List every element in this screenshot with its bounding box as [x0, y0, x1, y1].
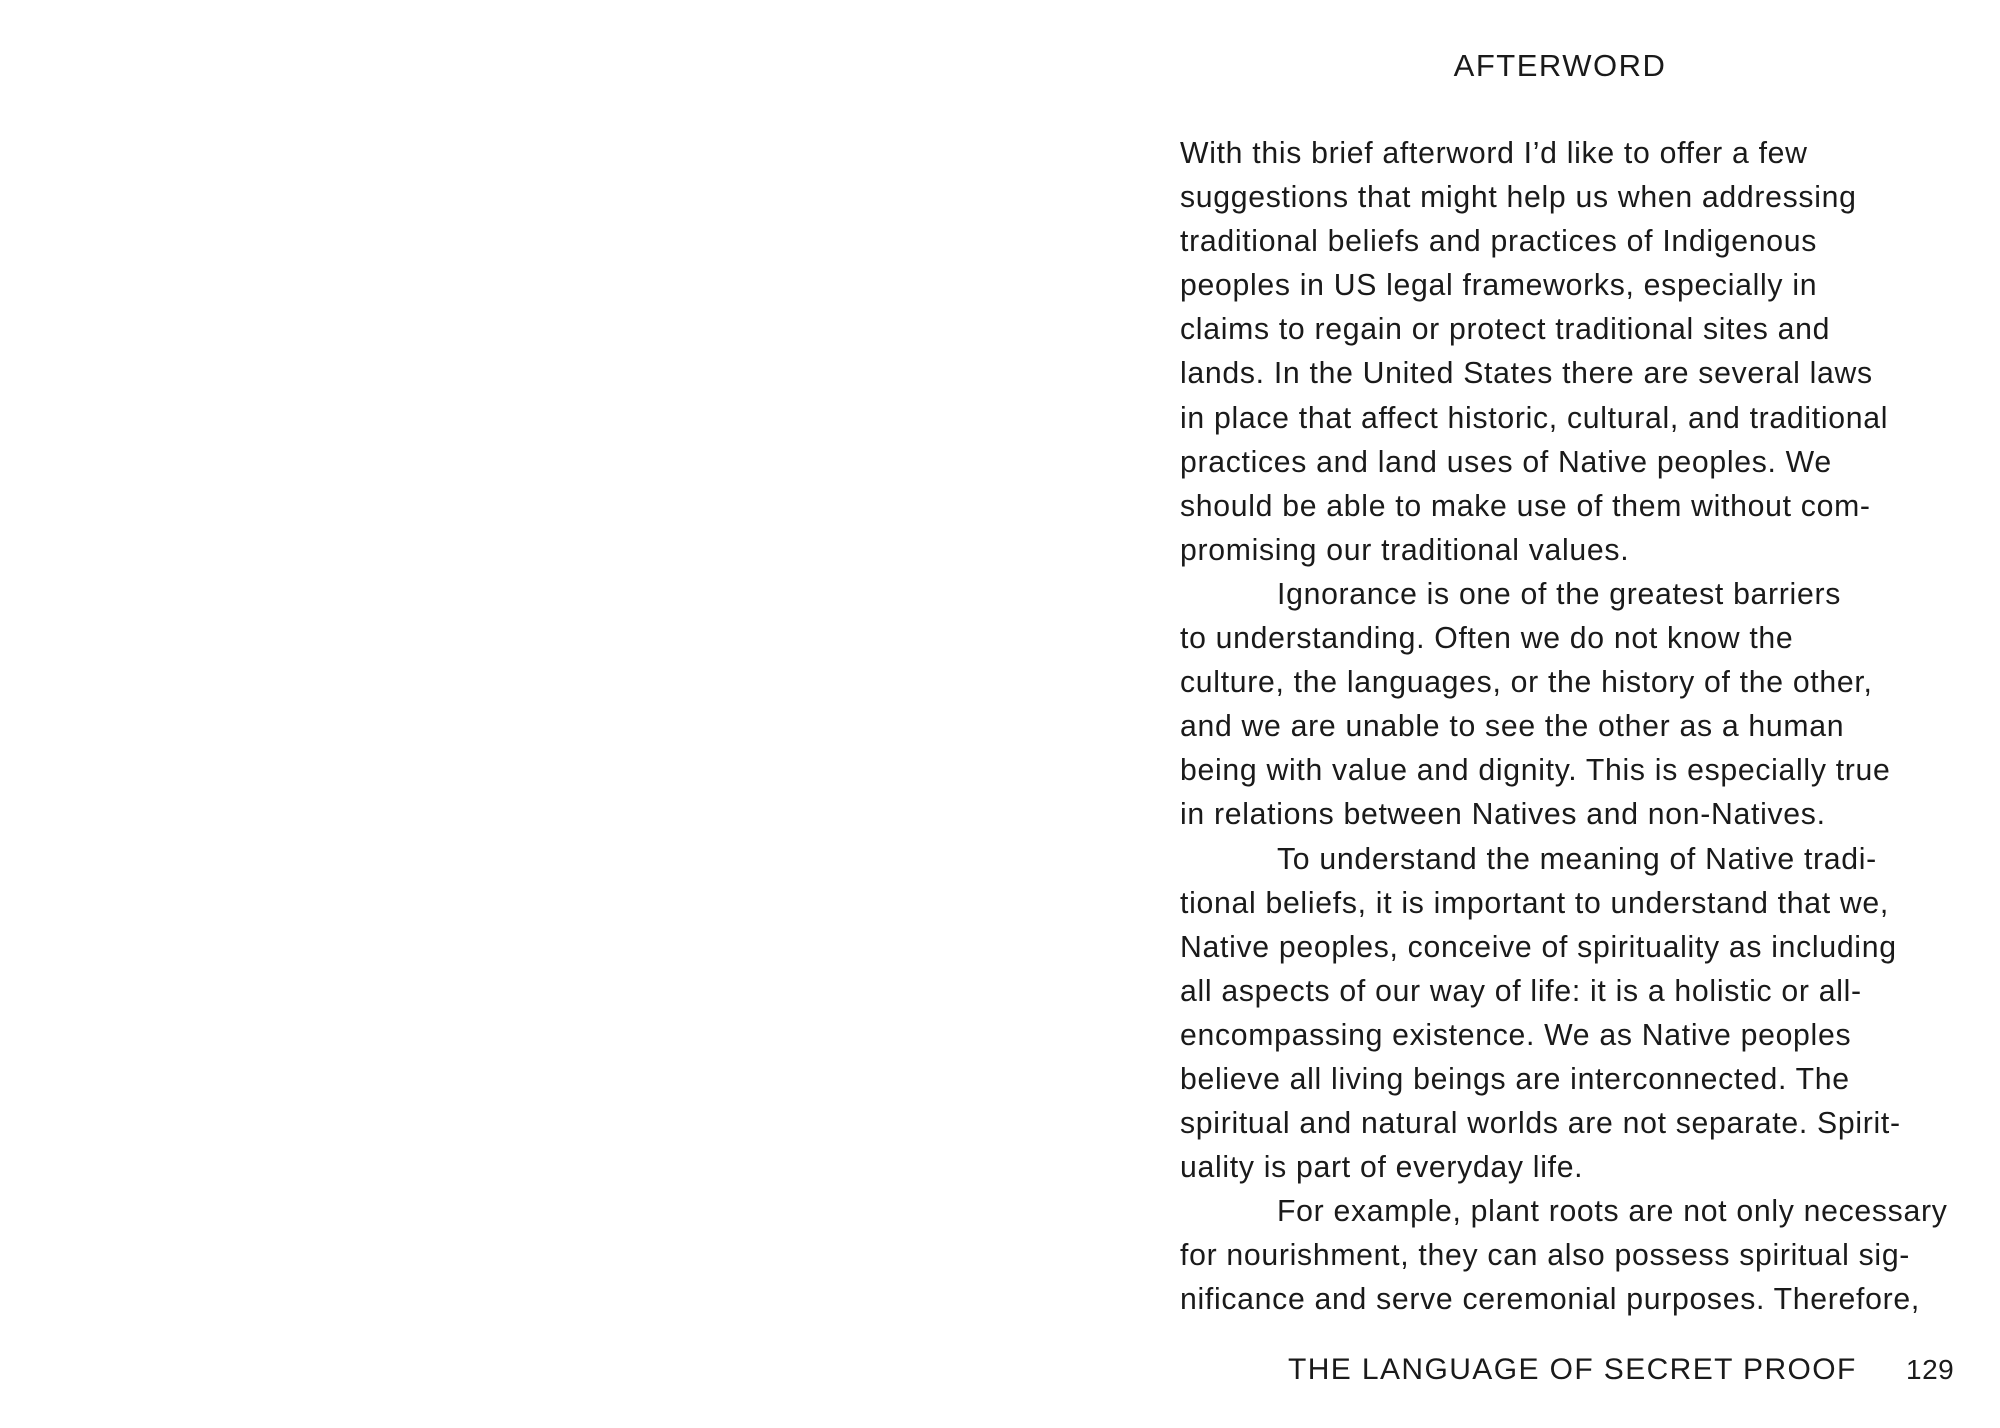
text-line: For example, plant roots are not only necessary	[1277, 1195, 1948, 1229]
text-line: traditional beliefs and practices of Indigenous	[1180, 225, 1818, 259]
text-line: all aspects of our way of life: it is a holistic or all-	[1180, 974, 1862, 1008]
text-line: nificance and serve ceremonial purposes. Therefore,	[1180, 1283, 1920, 1317]
text-line: spiritual and natural worlds are not separate. Spirit-	[1180, 1107, 1901, 1141]
text-line: uality is part of everyday life.	[1180, 1151, 1584, 1185]
text-line: culture, the languages, or the history of the other,	[1180, 666, 1873, 700]
text-line: believe all living beings are interconnected. The	[1180, 1062, 1850, 1096]
text-line: With this brief afterword I’d like to offer a few	[1180, 137, 1808, 170]
text-line: and we are unable to see the other as a human	[1180, 710, 1845, 744]
text-line: Native peoples, conceive of spirituality as including	[1180, 930, 1897, 964]
text-line: claims to regain or protect traditional sites and	[1180, 313, 1831, 347]
text-line: for nourishment, they can also possess spiritual sig-	[1180, 1239, 1911, 1273]
text-line: in relations between Natives and non-Natives.	[1180, 798, 1826, 832]
body-text	[1180, 132, 1950, 1323]
text-line: being with value and dignity. This is especially true	[1180, 754, 1891, 788]
text-line: peoples in US legal frameworks, especially in	[1180, 269, 1818, 303]
text-line: to understanding. Often we do not know the	[1180, 622, 1794, 656]
text-line: practices and land uses of Native peoples. We	[1180, 445, 1832, 479]
text-line: suggestions that might help us when addressing	[1180, 181, 1857, 215]
text-line: Ignorance is one of the greatest barriers	[1277, 577, 1841, 611]
text-line: To understand the meaning of Native tradi-	[1277, 842, 1877, 876]
text-line: tional beliefs, it is important to understand that we,	[1180, 886, 1889, 920]
text-line: encompassing existence. We as Native peoples	[1180, 1018, 1852, 1052]
text-line: lands. In the United States there are several laws	[1180, 357, 1873, 391]
running-footer-book-title: THE LANGUAGE OF SECRET PROOF	[1288, 1353, 1857, 1386]
chapter-title: AFTERWORD	[1453, 48, 1667, 83]
text-line: promising our traditional values.	[1180, 533, 1630, 567]
text-line: in place that affect historic, cultural, and traditional	[1180, 401, 1889, 435]
page-number: 129	[1906, 1354, 1955, 1385]
text-line: should be able to make use of them without com-	[1180, 489, 1871, 523]
